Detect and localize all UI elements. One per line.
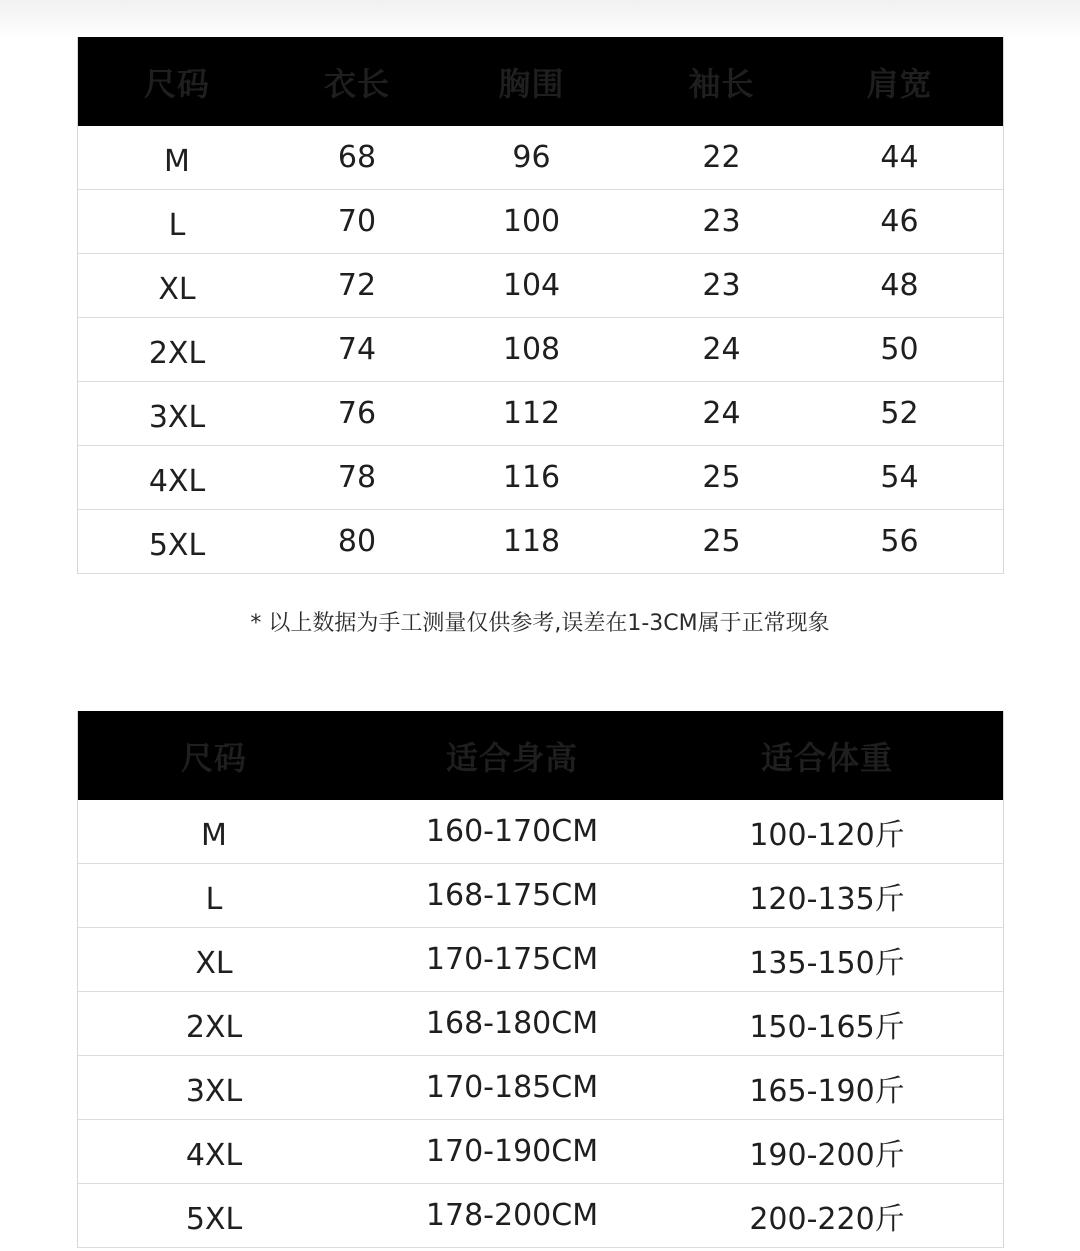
sleeve-cell: 22 xyxy=(702,140,741,175)
length-cell: 68 xyxy=(337,140,377,175)
weight-cell: 165-190斤 xyxy=(749,1073,905,1109)
header-chest: 胸围 xyxy=(498,64,565,103)
header-shoulder: 肩宽 xyxy=(866,64,933,103)
weight-cell: 135-150斤 xyxy=(749,945,905,981)
size-cell: 5XL xyxy=(185,1202,243,1237)
chest-cell: 100 xyxy=(502,204,561,239)
table-row xyxy=(78,318,1003,382)
header-weight: 适合体重 xyxy=(760,738,893,777)
size-cell: 4XL xyxy=(148,464,206,499)
height-cell: 170-185CM xyxy=(425,1070,599,1105)
chest-cell: 116 xyxy=(502,460,561,495)
sleeve-cell: 23 xyxy=(702,204,741,239)
header-length: 衣长 xyxy=(323,64,390,103)
measurement-note: * 以上数据为手工测量仅供参考,误差在1-3CM属于正常现象 xyxy=(250,611,830,636)
weight-cell: 200-220斤 xyxy=(749,1201,905,1237)
size-cell: 4XL xyxy=(185,1138,243,1173)
height-cell: 168-180CM xyxy=(425,1006,599,1041)
table-row xyxy=(78,382,1003,446)
chest-cell: 104 xyxy=(502,268,561,303)
shoulder-cell: 48 xyxy=(880,268,919,303)
table-row xyxy=(78,1120,1003,1184)
length-cell: 72 xyxy=(337,268,377,303)
shoulder-cell: 50 xyxy=(880,332,919,367)
fit-recommendation-table xyxy=(77,711,1004,1248)
chest-cell: 108 xyxy=(502,332,561,367)
table-row xyxy=(78,864,1003,928)
height-cell: 178-200CM xyxy=(425,1198,599,1233)
table-row xyxy=(78,992,1003,1056)
size-cell: XL xyxy=(158,272,196,307)
table-row xyxy=(78,1056,1003,1120)
size-cell: 3XL xyxy=(185,1074,243,1109)
chest-cell: 112 xyxy=(502,396,561,431)
sleeve-cell: 24 xyxy=(702,396,741,431)
table-row xyxy=(78,1184,1003,1248)
shoulder-cell: 52 xyxy=(880,396,919,431)
table-row xyxy=(78,510,1003,574)
size-table-header xyxy=(78,37,1003,126)
sleeve-cell: 25 xyxy=(702,524,741,559)
chest-cell: 96 xyxy=(512,140,551,175)
size-cell: L xyxy=(168,208,186,243)
weight-cell: 100-120斤 xyxy=(749,817,905,853)
height-cell: 170-190CM xyxy=(425,1134,599,1169)
length-cell: 70 xyxy=(337,204,377,239)
size-cell: M xyxy=(164,144,190,179)
length-cell: 78 xyxy=(337,460,377,495)
header-height: 适合身高 xyxy=(445,738,578,777)
table-row xyxy=(78,254,1003,318)
size-cell: XL xyxy=(195,946,233,981)
header-size: 尺码 xyxy=(180,738,247,777)
weight-cell: 190-200斤 xyxy=(749,1137,905,1173)
size-cell: L xyxy=(205,882,223,917)
sleeve-cell: 25 xyxy=(702,460,741,495)
size-cell: M xyxy=(201,818,227,853)
size-cell: 2XL xyxy=(148,336,206,371)
table-row xyxy=(78,126,1003,190)
table-row xyxy=(78,446,1003,510)
table-row xyxy=(78,800,1003,864)
size-measurement-table xyxy=(77,37,1004,574)
fit-table-header xyxy=(78,711,1003,800)
shoulder-cell: 44 xyxy=(880,140,919,175)
height-cell: 170-175CM xyxy=(425,942,599,977)
size-cell: 2XL xyxy=(185,1010,243,1045)
chest-cell: 118 xyxy=(502,524,561,559)
table-row xyxy=(78,190,1003,254)
size-cell: 3XL xyxy=(148,400,206,435)
length-cell: 80 xyxy=(337,524,377,559)
weight-cell: 120-135斤 xyxy=(749,881,905,917)
table-row xyxy=(78,928,1003,992)
shoulder-cell: 56 xyxy=(880,524,919,559)
sleeve-cell: 24 xyxy=(702,332,741,367)
height-cell: 168-175CM xyxy=(425,878,599,913)
shoulder-cell: 54 xyxy=(880,460,919,495)
weight-cell: 150-165斤 xyxy=(749,1009,905,1045)
header-size: 尺码 xyxy=(143,64,210,103)
sleeve-cell: 23 xyxy=(702,268,741,303)
length-cell: 76 xyxy=(337,396,377,431)
size-cell: 5XL xyxy=(148,528,206,563)
header-sleeve: 袖长 xyxy=(688,64,755,103)
length-cell: 74 xyxy=(337,332,377,367)
height-cell: 160-170CM xyxy=(425,814,599,849)
shoulder-cell: 46 xyxy=(880,204,919,239)
